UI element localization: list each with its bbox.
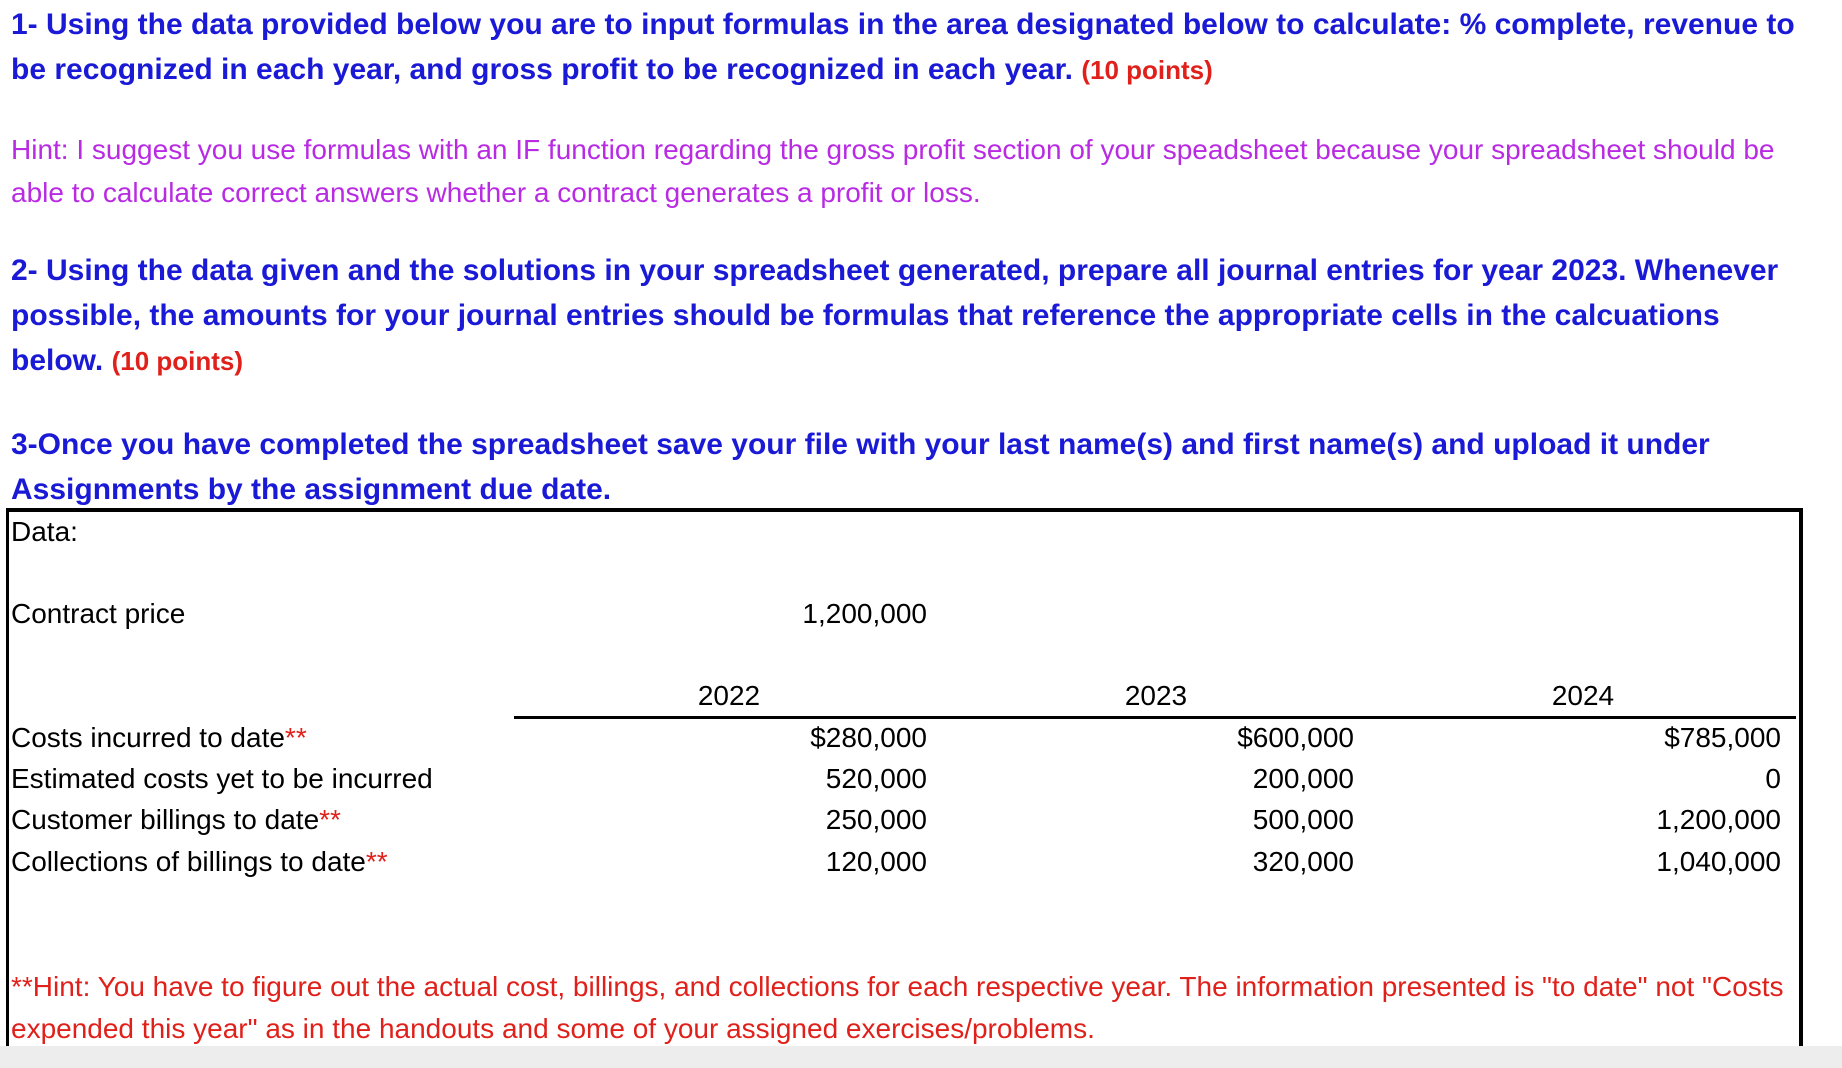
cell-billings-2023[interactable]: 500,000 xyxy=(1252,804,1354,835)
footnote-marker: ** xyxy=(284,722,307,753)
footnote-marker: ** xyxy=(365,846,388,877)
data-heading: Data: xyxy=(11,516,78,547)
row-label-costs-incurred xyxy=(11,720,307,756)
cell-costs-2022[interactable]: $280,000 xyxy=(810,722,927,753)
row-label-text: Customer billings to date xyxy=(11,804,320,835)
row-label-estimated-costs xyxy=(11,761,433,797)
footnote-marker: ** xyxy=(319,804,341,835)
year-header-2024: 2024 xyxy=(1551,680,1615,711)
cell-collections-2022[interactable]: 120,000 xyxy=(825,846,927,877)
cell-collections-2023[interactable]: 320,000 xyxy=(1252,846,1354,877)
instruction-1-points: (10 points) xyxy=(1081,55,1213,85)
instruction-3 xyxy=(11,422,1811,512)
cell-billings-2022[interactable]: 250,000 xyxy=(825,804,927,835)
cell-collections-2024[interactable]: 1,040,000 xyxy=(1656,846,1781,877)
bottom-gutter xyxy=(0,1046,1842,1068)
instruction-1-text: 1- Using the data provided below you are to input formulas in the area designated below to calculate: % complete, revenue to be recognized in each year, and gross profit to be recognized in each year. xyxy=(11,8,1795,86)
instruction-2-text: 2- Using the data given and the solutions in your spreadsheet generated, prepare all journal entries for year 2023. Whenever possible, the amounts for your journal entries should be formulas that reference the appropriate cells in the calcuations below. xyxy=(11,254,1779,377)
instruction-2 xyxy=(11,248,1811,384)
instruction-1 xyxy=(11,2,1811,93)
cell-costs-2023[interactable]: $600,000 xyxy=(1237,722,1354,753)
year-header-2022: 2022 xyxy=(697,680,761,711)
row-label-text: Costs incurred to date xyxy=(11,722,285,753)
instruction-2-points: (10 points) xyxy=(111,346,244,376)
cell-estimated-2023[interactable]: 200,000 xyxy=(1252,763,1354,794)
row-label-text: Estimated costs yet to be incurred xyxy=(11,763,433,794)
row-label-billings xyxy=(11,802,341,838)
cell-estimated-2022[interactable]: 520,000 xyxy=(825,763,927,794)
contract-price-value[interactable]: 1,200,000 xyxy=(802,598,927,629)
year-underline xyxy=(514,716,1796,719)
cell-estimated-2024[interactable]: 0 xyxy=(1765,763,1781,794)
footnote-hint: **Hint: You have to figure out the actual cost, billings, and collections for each respective year. The information presented is "to date" not "Costs expended this year" as in the handouts and some of your assigned exercises/problems. xyxy=(11,971,1784,1044)
cell-billings-2024[interactable]: 1,200,000 xyxy=(1656,804,1781,835)
cell-costs-2024[interactable]: $785,000 xyxy=(1664,722,1781,753)
year-header-2023: 2023 xyxy=(1124,680,1188,711)
row-label-text: Collections of billings to date xyxy=(11,846,366,877)
contract-price-label: Contract price xyxy=(11,598,186,629)
row-label-collections xyxy=(11,844,388,880)
formula-hint: Hint: I suggest you use formulas with an IF function regarding the gross profit section of your speadsheet because your spreadsheet should be able to calculate correct answers whether a contract generates a profit or loss. xyxy=(11,134,1775,208)
instruction-3-text: 3-Once you have completed the spreadsheet save your file with your last name(s) and first name(s) and upload it under Assignments by the assignment due date. xyxy=(11,428,1710,506)
